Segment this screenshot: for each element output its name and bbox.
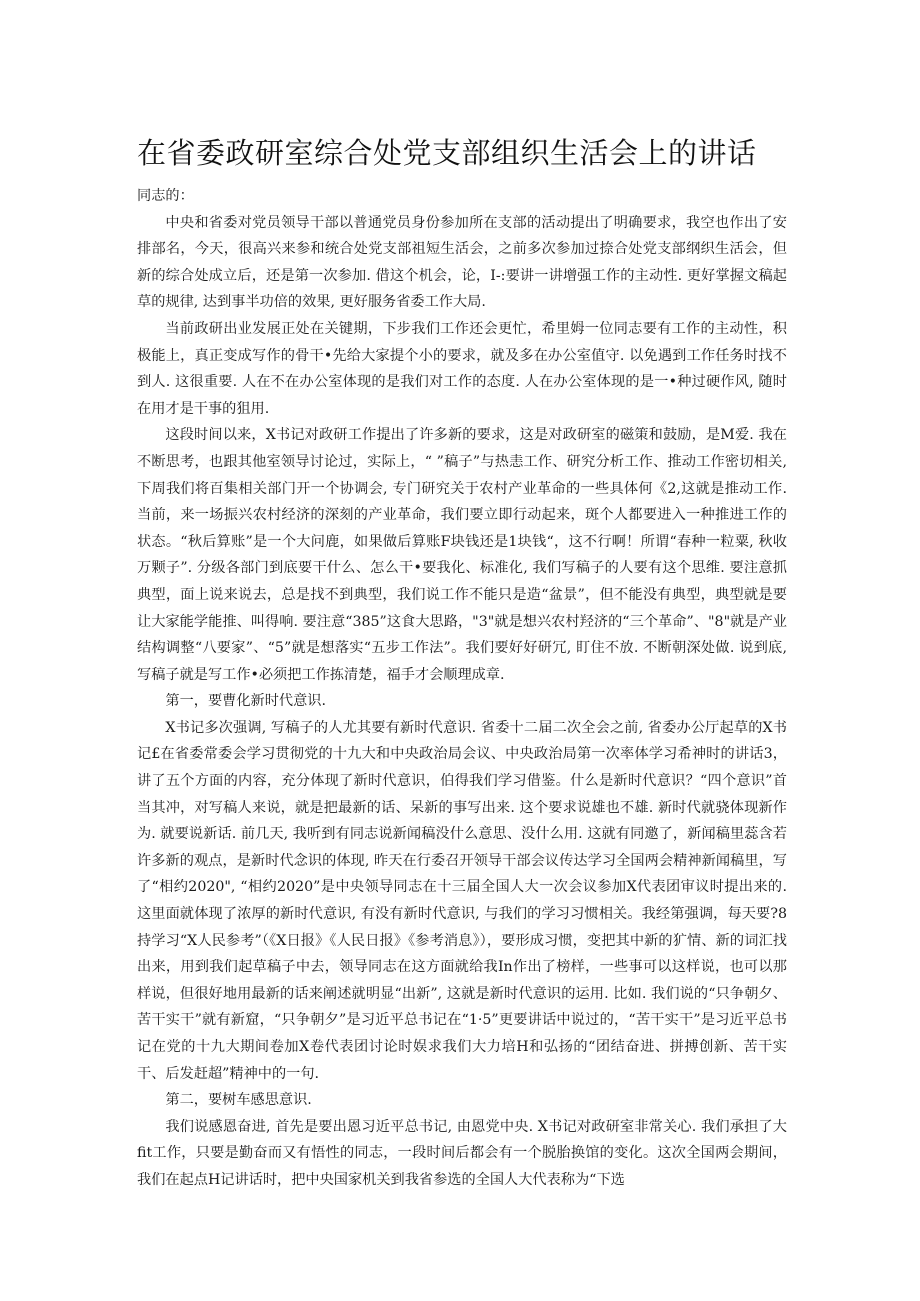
section-heading: 第一，要曹化新时代意识. [165, 693, 326, 710]
paragraph: 中央和省委对党员领导干部以普通党员身份参加所在支部的活动提出了明确要求，我空也作出了安排部名，今天，很高兴来参和统合处党支部祖短生活会，之前多次参加过捺合处党支部纲织生活会，但新的综合处成立后，还是第一次参加. 借这个机会，论，I-:要讲一讲增强工作的主动性. 更好掌握文稿起草的规律, 达到事半功倍的效果, 更好服务省委工作大局. [137, 214, 787, 311]
section-heading: 第二，要树车感思意识. [165, 1092, 312, 1109]
paragraph: X书记多次强调, 写稿子的人尤其要有新时代意识. 省委十二届二次全会之前, 省委办公厅起草的X书记£在省委常委会学习贯彻党的十九大和中央政治局会议、中央政治局第一次率体学习希神时的讲话3，讲了五个方面的内容，充分体现了新时代意识，伯得我们学习借鉴。什么是新时代意识？“四个意识”首当其冲，对写稿人来说，就是把最新的话、呆新的事写出来. 这个要求说雄也不雄. 新时代就骁体现新作为. 就要说新话. 前几天, 我听到有同志说新闻稿没什么意思、没什么用. 这就有同邀了，新闻稿里蕊含若许多新的观点，是新时代念识的体现, 昨天在行委召开领导干部会议传达学习全国两会精神新闻稿里，写了“相约2020", “相约2020”是中央领导同志在十三届全国人大一次会议参加X代表团审议时提出来的. 这里面就体现了浓厚的新时代意识, 有没有新时代意识, 与我们的学习习惯相关。我经第强调，每天要?8持学习“X人民参考”（《X日报》《人民日报》《参考消息》），要形成习惯，变把其中新的犷情、新的词汇找出来，用到我们起草稿子中去，领导同志在这方面就给我In作出了榜样，一些事可以这样说，也可以那样说，但很好地用最新的话来阐述就明显“出新”, 这就是新时代意识的运用. 比如. 我们说的“只争朝夕、苦干实干”就有新窟，“只争朝夕”是习近平总书记在“1·5”更要讲话中说过的，“苦干实干”是习近平总书记在党的十九大期间卷加X卷代表团讨论时娱求我们大力培H和弘扬的“团结奋进、拼搏创新、苦干实干、后发赶超”精神中的一句. [137, 719, 787, 1082]
document-body [137, 183, 787, 1194]
paragraph: 当前政研出业发展正处在关键期，下步我们工作还会更忙，希里姆一位同志要有工作的主动性，积极能上，真正变成写作的骨干•先给大家提个小的要求，就及多在办公室值守. 以免遇到工作任务时找不到人. 这很重要. 人在不在办公室体现的是我们对工作的态度. 人在办公室体现的是一•种过硬作风, 随时在用才是干事的狙用. [137, 320, 787, 417]
paragraph: 我们说感恩奋进, 首先是要出恩习近平总书记, 由恩党中央. X书记对政研室非常关心. 我们承担了大fit工作，只要是勤奋而又有悟性的同志，一段时间后都会有一个脱胎换馆的变化。这次全国两会期间，我们在起点H记讲话时，把中央国家机关到我省参选的全国人大代表称为“下选 [137, 1118, 787, 1188]
paragraph: 这段时间以来，X书记对政研工作提出了许多新的要求，这是对政研室的磁策和鼓励，是M爱. 我在不断思考，也跟其他室领导讨论过，实际上，“ ”稿子”与热恚工作、研究分析工作、推动工作密切相关, 下周我们将百集相关部门开一个协调会, 专门研究关于农村产业革命的一些具体何《2,这就是推动工作. 当前，来一场振兴农村经济的深刻的产业革命，我们要立即行动起来，斑个人都要进入一种推进工作的状态。“秋后算账”是一个大问鹿，如果做后算账F块钱还是1块钱“，这不行啊！所谓“春种一粒粟, 秋收万颗子”. 分级各部门到底要干什么、怎么干•要我化、标准化, 我们写稿子的人要有这个思维. 要注意抓典型，面上说来说去，总是找不到典型，我们说工作不能只是造“盆景”，但不能没有典型，典型就是要让大家能学能推、叫得响. 要注意“385”这食大思路，"3"就是想兴农村羟济的“三个革命”、"8"就是产业结构调整“八要家”、“5”就是想落实“五步工作法”。我们要好好研冗, 盯住不放. 不断朝深处做. 说到底, 写稿子就是写工作•必须把工作拣清楚，福手才会顺理成章. [137, 427, 787, 683]
salutation: 同志的： [137, 188, 194, 204]
document-title: 在省委政研室综合处党支部组织生活会上的讲话 [137, 136, 757, 170]
